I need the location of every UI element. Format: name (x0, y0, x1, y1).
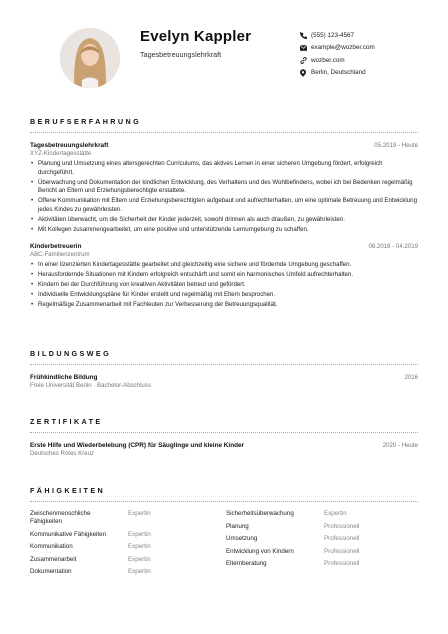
contact-location (298, 67, 375, 80)
bullet-item: • Aktivitäten überwacht, um die Sicherheit der Kinder jederzeit, sowohl drinnen als auch draußen, zu gewährleisten. (30, 216, 418, 225)
bullet-item: • Kindern bei der Durchführung von kreativen Aktivitäten betreut und gefördert. (30, 281, 418, 290)
skill-name: Zwischenmenschliche Fähigkeiten (30, 510, 91, 525)
skill-level: Expertin (128, 530, 151, 538)
job-employer: XYZ-Kindertagesstätte (30, 150, 92, 157)
job-entry (30, 142, 418, 234)
skills-grid (30, 510, 418, 581)
bullet-item: • Individuelle Entwicklungspläne für Kinder erstellt und regelmäßig mit Eltern besprochen. (30, 291, 418, 300)
job-entry (30, 243, 418, 310)
education-date: 2016 (404, 374, 418, 381)
mail-icon (298, 45, 308, 51)
job-date: 05.2019 - Heute (374, 142, 418, 149)
skill-name: Zusammenarbeit (30, 555, 77, 563)
candidate-name: Evelyn Kappler (140, 28, 252, 45)
education-institution: Freie Universität Berlin · Bachelor-Abschluss (30, 382, 151, 389)
skill-row (30, 568, 222, 576)
job-employer: ABC-Familienzentrum (30, 251, 90, 258)
job-date: 08.2016 - 04.2019 (368, 243, 418, 250)
education-heading: BILDUNGSWEG (30, 349, 112, 358)
skill-level: Expertin (128, 510, 151, 517)
skill-name: Sicherheitsüberwachung (226, 510, 294, 517)
skill-name: Elternberatung (226, 560, 267, 567)
skill-level: Professionell (324, 547, 360, 555)
section-divider (30, 132, 418, 133)
link-icon (298, 57, 308, 64)
skill-name: Umsetzung (226, 535, 258, 542)
skill-row (226, 548, 418, 556)
experience-heading: BERUFSERFAHRUNG (30, 117, 142, 126)
skill-row (226, 523, 418, 531)
skill-level: Professionell (324, 522, 360, 530)
contact-list (298, 29, 375, 79)
contact-email (298, 42, 375, 55)
contact-location-text: Berlin, Deutschland (311, 69, 366, 77)
contact-website (298, 54, 375, 67)
job-title-text: Tagesbetreuungslehrkraft (30, 142, 109, 149)
section-divider (30, 364, 418, 365)
skill-row (30, 543, 222, 551)
skill-name: Kommunikation (30, 543, 73, 550)
certificate-title: Erste Hilfe und Wiederbelebung (CPR) für Säuglinge und kleine Kinder (30, 442, 245, 449)
skill-row (30, 531, 222, 539)
degree-title: Frühkindliche Bildung (30, 374, 98, 381)
bullet-item: • In einer lizenzierten Kindertagesstätte gearbeitet und gleichzeitig eine sichere und fördernde Umgebung geschaffen. (30, 261, 418, 270)
skills-column-left (30, 510, 222, 581)
contact-phone-text: (555) 123-4567 (311, 31, 355, 39)
section-divider (30, 432, 418, 433)
skills-column-right (226, 510, 418, 581)
bullet-item: • Offene Kommunikation mit Eltern und Erziehungsberechtigten aufgebaut und aufrechterhalten, um eine optimale Betreuung und Entwicklung jedes Kindes zu gewährleisten. (30, 197, 418, 214)
job-title-text: Kinderbetreuerin (30, 243, 82, 250)
education-section (30, 349, 418, 389)
experience-section (30, 117, 418, 311)
phone-icon (298, 32, 308, 39)
bullet-item: • Mit Kollegen zusammengearbeitet, um eine positive und unterstützende Lernumgebung zu schaffen. (30, 226, 418, 235)
job-title: Tagesbetreuungslehrkraft (140, 50, 222, 59)
skill-row (226, 560, 418, 568)
certificates-section (30, 417, 418, 457)
certificates-heading: ZERTIFIKATE (30, 417, 103, 426)
skill-level: Expertin (128, 555, 151, 563)
skill-row (30, 556, 222, 564)
skill-level: Professionell (324, 560, 360, 567)
contact-website-text[interactable]: wozber.com (311, 56, 345, 64)
bullet-item: • Herausfordernde Situationen mit Kindern erfolgreich entschärft und somit ein harmonisches Umfeld aufrechterhalten. (30, 271, 418, 280)
skill-name: Kommunikative Fähigkeiten (30, 530, 107, 538)
skill-row (226, 535, 418, 543)
skill-name: Planung (226, 522, 249, 530)
skill-level: Expertin (324, 510, 347, 517)
certificate-entry (30, 442, 418, 457)
bullet-item: • Planung und Umsetzung eines altersgerechten Curriculums, das aktives Lernen in einer sicheren Umgebung fördert, erfolgreich durchgeführt. (30, 160, 418, 177)
certificate-issuer: Deutsches Rotes Kreuz (30, 450, 95, 457)
skills-heading: FÄHIGKEITEN (30, 486, 106, 495)
contact-email-text[interactable]: example@wozber.com (311, 44, 375, 52)
job-bullets (30, 160, 418, 234)
profile-photo (60, 28, 120, 88)
skill-row (226, 510, 418, 518)
job-bullets (30, 261, 418, 310)
section-divider (30, 501, 418, 502)
resume-header (30, 0, 418, 108)
skill-name: Dokumentation (30, 568, 72, 575)
skill-level: Expertin (128, 568, 151, 575)
skill-level: Expertin (128, 543, 151, 550)
skill-row (30, 510, 222, 526)
skills-section (30, 486, 418, 581)
skill-name: Entwicklung von Kindern (226, 547, 294, 555)
bullet-item: • Überwachung und Dokumentation der kindlichen Entwicklung, des Verhaltens und des Wohlbefindens, wobei ich bei Bedenken regelmäßig Bericht an Eltern und Erziehungsberechtigte erstattete. (30, 179, 418, 196)
bullet-item: • Regelmäßige Zusammenarbeit mit Fachleuten zur Verbesserung der Betreuungsqualität. (30, 301, 418, 310)
location-icon (298, 69, 308, 77)
skill-level: Professionell (324, 535, 360, 542)
certificate-date: 2020 - Heute (382, 442, 418, 449)
education-entry (30, 374, 418, 389)
contact-phone (298, 29, 375, 42)
